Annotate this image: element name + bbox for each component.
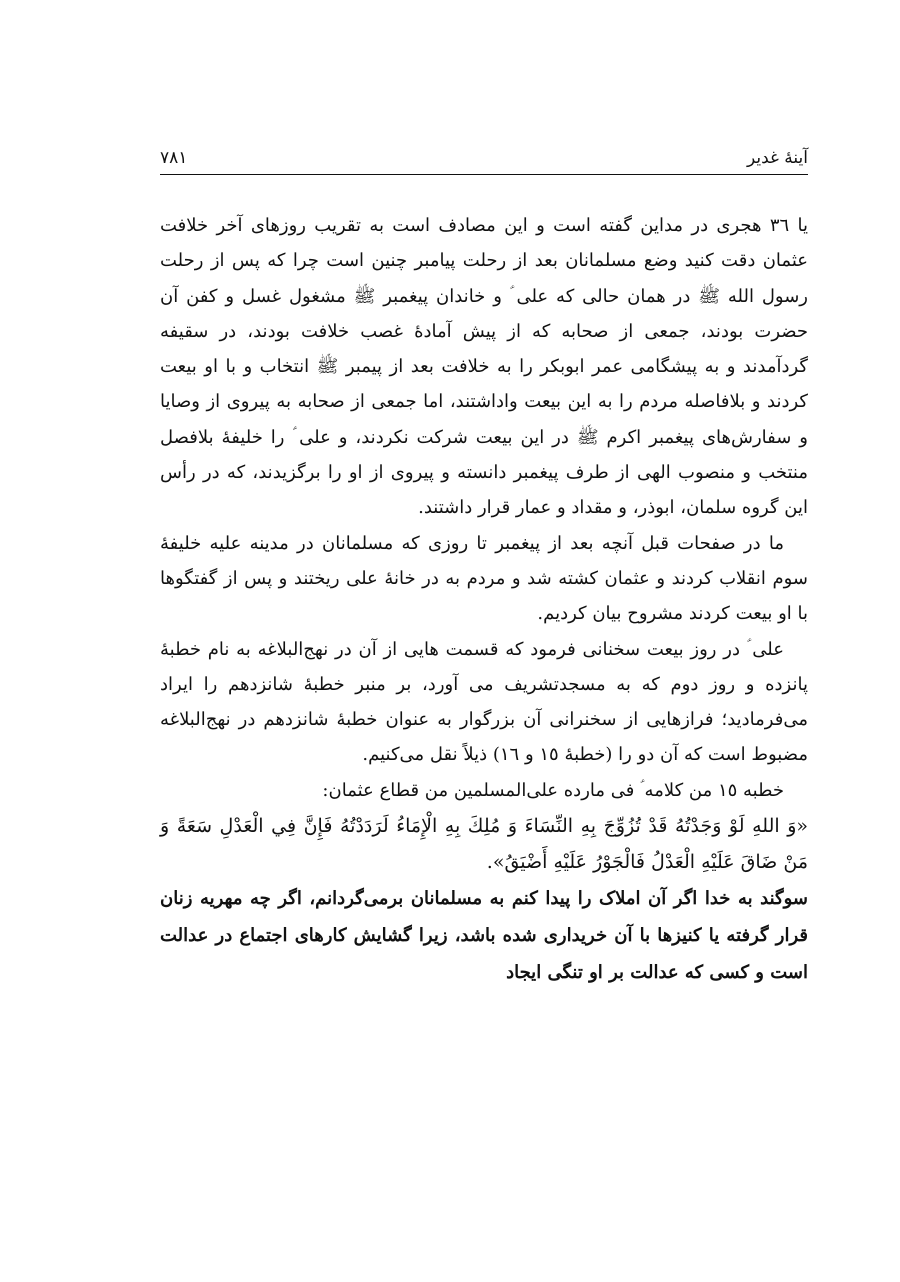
running-title: آینهٔ غدیر [746, 148, 808, 168]
paragraph-sermon-intro: علی ؑ در روز بیعت سخنانی فرمود که قسمت هایی از آن در نهج‌البلاغه به نام خطبهٔ پانزده و روز دوم که به مسجدتشریف می آورد، بر منبر خطبهٔ شانزدهم را ایراد می‌فرمادید؛ فرازهایی از سخنرانی آن بزرگوار به عنوان خطبهٔ شانزدهم در نهج‌البلاغه مضبوط است که آن دو را (خطبهٔ ١٥ و ١٦) ذیلاً نقل می‌کنیم. [160, 638, 808, 766]
sermon-heading: خطبه ١٥ من کلامه ؑ فی مارده علی‌المسلمین من قطاع عثمان: [322, 779, 784, 801]
arabic-quote: «وَ اللهِ لَوْ وَجَدْتُهُ قَدْ تُزُوِّجَ بِهِ النِّسَاءَ وَ مُلِكَ بِهِ الْإِمَاءُ لَرَدَدْتُهُ فَإِنَّ فِي الْعَدْلِ سَعَةً وَ مَنْ ضَاقَ عَلَيْهِ الْعَدْلُ فَالْجَوْرُ عَلَيْهِ أَضْيَقُ». [160, 815, 808, 874]
page-number: ۷۸۱ [160, 148, 188, 168]
body-text [160, 208, 808, 991]
page-header [160, 148, 808, 175]
paragraph-caliphate-history: یا ٣٦ هجری در مداین گفته است و این مصادف است به تقریب روزهای آخر خلافت عثمان دقت کنید وضع مسلمانان بعد از رحلت پیامبر چنین است چرا که پس از رحلت رسول الله ﷺ در همان حالی که علی ؑ و خاندان پیغمبر ﷺ مشغول غسل و کفن آن حضرت بودند، جمعی از صحابه که از پیش آمادهٔ غصب خلافت بودند، در سقیفه گردآمدند و به پیشگامی عمر ابوبکر را به خلافت بعد از پیمبر ﷺ انتخاب و با او بیعت کردند و بلافاصله مردم را به این بیعت واداشتند، اما جمعی از صحابه به پیروی از وصایا و سفارش‌های پیغمبر اکرم ﷺ در این بیعت شرکت نکردند، و علی ؑ را خلیفهٔ بلافصل منتخب و منصوب الهی از طرف پیغمبر دانسته و پیروی از او را برگزیدند، که در رأس این گروه سلمان، ابوذر، و مقداد و عمار قرار داشتند. [160, 215, 808, 519]
persian-translation: سوگند به خدا اگر آن املاک را پیدا کنم به مسلمانان برمی‌گردانم، اگر چه مهریه زنان قرار گرفته یا کنیزها با آن خریداری شده باشد، زیرا گشایش کارهای اجتماع در عدالت است و کسی که عدالت بر او تنگی ایجاد [160, 888, 808, 984]
paragraph-previous-pages: ما در صفحات قبل آنچه بعد از پیغمبر تا روزی که مسلمانان در مدینه علیه خلیفهٔ سوم انقلاب کردند و عثمان کشته شد و مردم به در خانهٔ علی ریختند و پس از گفتگوها با او بیعت کردند مشروح بیان کردیم. [160, 532, 808, 625]
